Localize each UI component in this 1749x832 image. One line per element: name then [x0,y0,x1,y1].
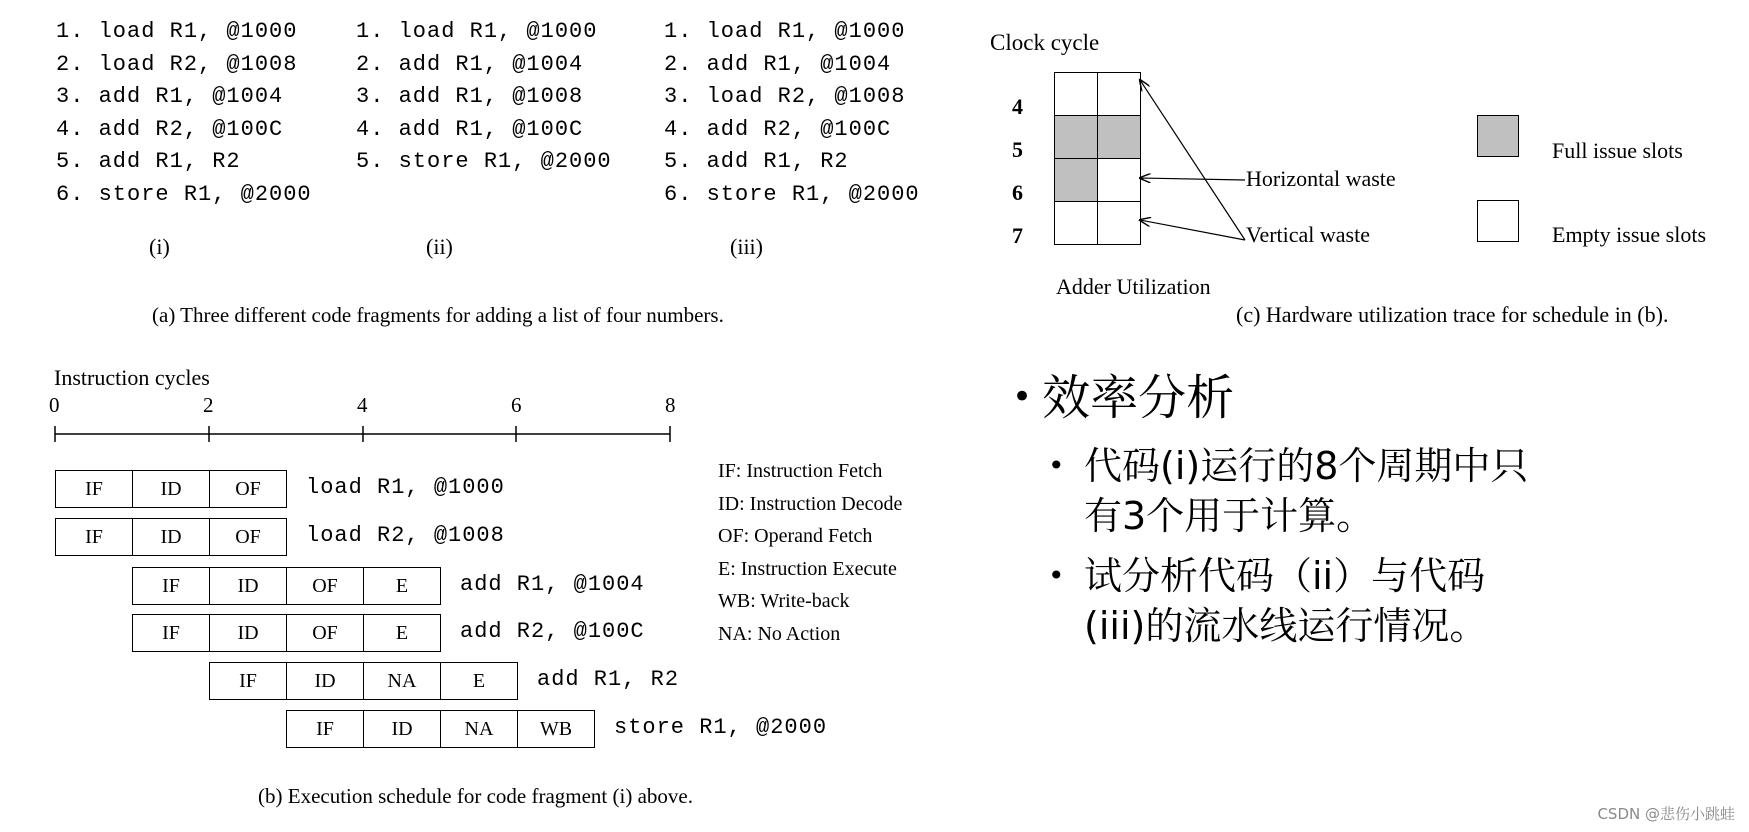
bullet-1-line-1: 代码(i)运行的8个周期中只 [1084,444,1529,488]
stage-cell: IF [55,470,133,508]
legend-entry: IF: Instruction Fetch [718,460,883,482]
stage-cell: ID [363,710,441,748]
stage-cell: IF [55,518,133,556]
vertical-waste-label: Vertical waste [1246,222,1370,247]
legend-entry: OF: Operand Fetch [718,525,873,547]
axis-tick-label: 4 [357,393,368,417]
analysis-heading: • 效率分析 [1012,370,1235,426]
stage-cell: OF [209,470,287,508]
axis-tick-label: 8 [665,393,676,417]
code-line: 6. store R1, @2000 [56,181,312,207]
schedule-instruction: add R1, @1004 [460,572,645,597]
analysis-bullet-1 [1048,441,1529,541]
schedule-instruction: store R1, @2000 [614,715,828,740]
bullet-2-line-2: (iii)的流水线运行情况。 [1084,604,1488,648]
bullet-icon: • [1012,377,1033,417]
code-line: 3. load R2, @1008 [664,84,906,109]
bullet-2-line-1: 试分析代码（ii）与代码 [1084,554,1486,598]
full-slot-swatch [1477,115,1519,157]
schedule-axis-line [0,0,720,460]
waste-arrows [1130,60,1260,260]
stage-cell: OF [286,614,364,652]
axis-tick-label: 6 [511,393,522,417]
bullet-icon: • [1048,559,1065,592]
issue-slot-full [1054,158,1098,202]
caption-c: (c) Hardware utilization trace for schedule in (b). [1236,302,1669,327]
caption-b: (b) Execution schedule for code fragment (i) above. [258,784,693,808]
code-line: 1. load R1, @1000 [356,19,598,44]
code-line: 4. add R2, @100C [664,116,892,142]
stage-cell: ID [209,567,287,605]
schedule-instruction: load R2, @1008 [306,523,505,548]
clock-row-label: 6 [1012,180,1023,205]
axis-tick-label: 2 [203,393,214,417]
clock-cycle-title: Clock cycle [990,30,1100,55]
stage-cell: NA [440,710,518,748]
stage-cell: E [440,662,518,700]
code-line: 5. add R1, R2 [56,149,241,174]
stage-cell: E [363,614,441,652]
code-line: 5. store R1, @2000 [356,149,612,174]
stage-cell: IF [286,710,364,748]
legend-entry: NA: No Action [718,622,841,645]
stage-cell: IF [209,662,287,700]
issue-slot-full [1054,115,1098,159]
schedule-instruction: add R2, @100C [460,619,645,644]
stage-cell: OF [209,518,287,556]
caption-a: (a) Three different code fragments for adding a list of four numbers. [152,303,724,327]
stage-cell: IF [132,567,210,605]
clock-row-label: 5 [1012,137,1023,162]
stage-cell: WB [517,710,595,748]
legend-entry: ID: Instruction Decode [718,492,903,515]
horizontal-waste-label: Horizontal waste [1246,166,1396,191]
analysis-block [1012,368,1529,648]
code-line: 5. add R1, R2 [664,149,849,174]
code-line: 3. add R1, @1004 [56,84,284,109]
stage-cell: NA [363,662,441,700]
bullet-icon: • [1048,449,1065,482]
empty-slot-swatch [1477,200,1519,242]
analysis-bullet-2 [1048,551,1528,651]
code-line: 3. add R1, @1008 [356,84,584,109]
code-line: 2. add R1, @1004 [664,51,892,77]
code-line: 2. load R2, @1008 [56,51,298,77]
fragment-label-ii: (ii) [426,234,453,259]
code-line: 6. store R1, @2000 [664,181,920,207]
empty-slots-legend: Empty issue slots [1552,222,1707,247]
stage-cell: IF [132,614,210,652]
code-line: 2. add R1, @1004 [356,51,584,77]
schedule-instruction: load R1, @1000 [306,475,505,500]
stage-cell: OF [286,567,364,605]
legend-entry: E: Instruction Execute [718,557,897,580]
fragment-label-iii: (iii) [730,234,763,259]
stage-cell: ID [209,614,287,652]
stage-cell: E [363,567,441,605]
schedule-axis-title: Instruction cycles [54,365,210,390]
schedule-instruction: add R1, R2 [537,667,680,692]
code-line: 1. load R1, @1000 [56,19,298,44]
bullet-1-line-2: 有3个用于计算。 [1084,494,1375,538]
code-line: 4. add R1, @100C [356,116,584,142]
code-line: 4. add R2, @100C [56,116,284,142]
stage-cell: ID [286,662,364,700]
clock-row-label: 7 [1012,223,1023,248]
code-line: 1. load R1, @1000 [664,19,906,44]
stage-cell: ID [132,518,210,556]
stage-cell: ID [132,470,210,508]
adder-utilization-label: Adder Utilization [1056,274,1211,299]
issue-slot-empty [1054,201,1098,245]
watermark: CSDN @悲伤小跳蛙 [1597,805,1735,823]
fragment-label-i: (i) [149,234,170,259]
clock-row-label: 4 [1012,94,1023,119]
issue-slot-empty [1054,72,1098,116]
axis-tick-label: 0 [49,393,60,417]
full-slots-legend: Full issue slots [1552,138,1683,163]
legend-entry: WB: Write-back [718,590,850,612]
